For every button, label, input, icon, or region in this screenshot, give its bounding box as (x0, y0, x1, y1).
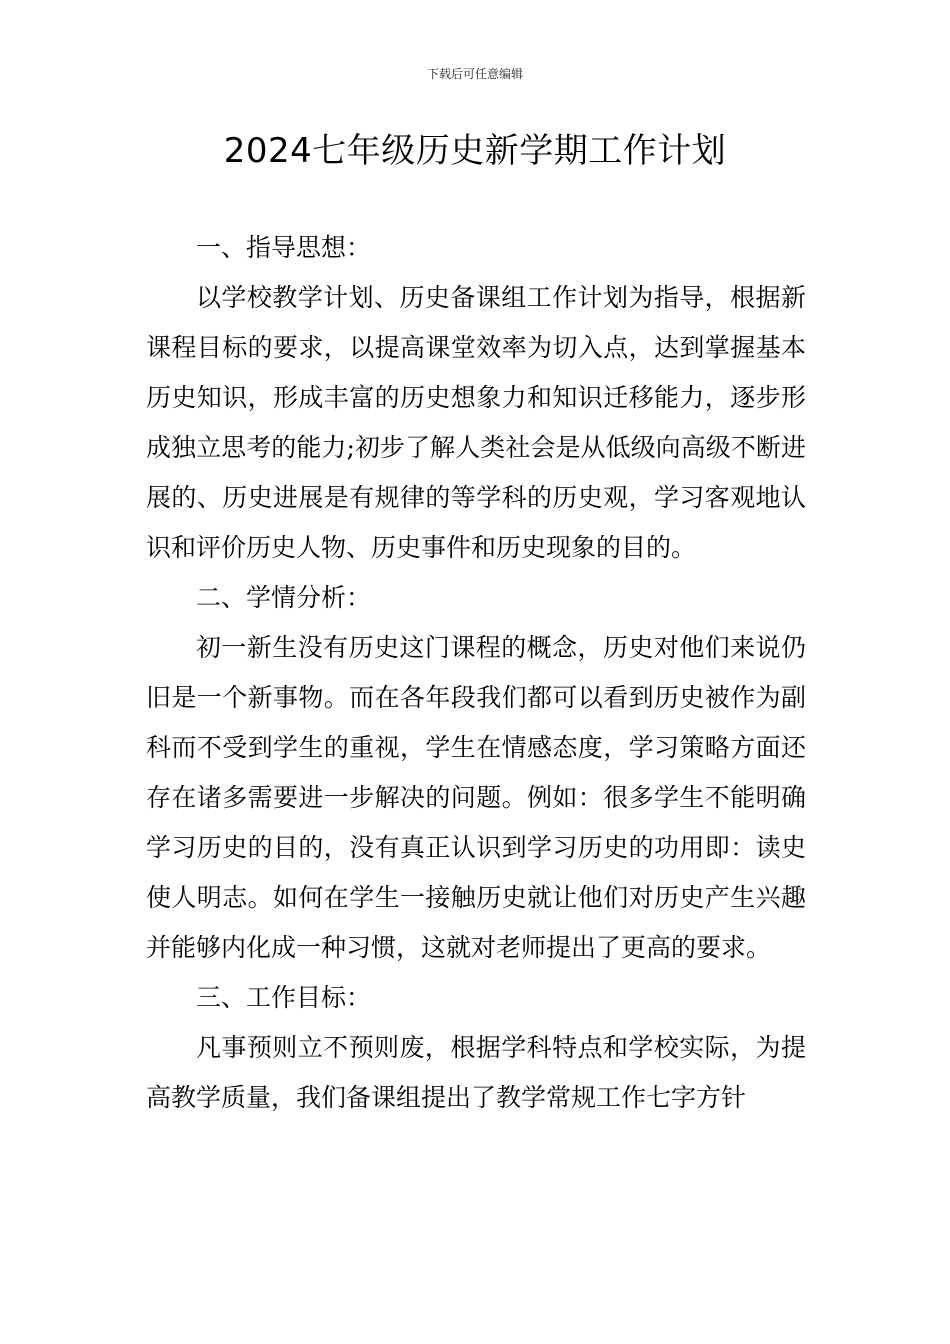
section-heading-guiding-thought: 一、指导思想： (196, 233, 372, 262)
header-note: 下载后可任意编辑 (426, 67, 523, 81)
section-heading-student-analysis: 二、学情分析： (196, 583, 372, 612)
section-heading-work-goals: 三、工作目标： (196, 983, 372, 1012)
document-body (146, 223, 806, 1123)
paragraph-work-goals: 凡事预则立不预则废，根据学科特点和学校实际，为提高教学质量，我们备课组提出了教学常规工作七字方针 (146, 1033, 806, 1112)
paragraph-guiding-thought: 以学校教学计划、历史备课组工作计划为指导，根据新课程目标的要求，以提高课堂效率为切入点，达到掌握基本历史知识，形成丰富的历史想象力和知识迁移能力，逐步形成独立思考的能力;初步了解人类社会是从低级向高级不断进展的、历史进展是有规律的等学科的历史观，学习客观地认识和评价历史人物、历史事件和历史现象的目的。 (146, 283, 806, 562)
paragraph-student-analysis: 初一新生没有历史这门课程的概念，历史对他们来说仍旧是一个新事物。而在各年段我们都可以看到历史被作为副科而不受到学生的重视，学生在情感态度，学习策略方面还存在诸多需要进一步解决的问题。例如：很多学生不能明确学习历史的目的，没有真正认识到学习历史的功用即：读史使人明志。如何在学生一接触历史就让他们对历史产生兴趣并能够内化成一种习惯，这就对老师提出了更高的要求。 (146, 633, 806, 962)
document-title: 2024七年级历史新学期工作计划 (223, 131, 727, 171)
